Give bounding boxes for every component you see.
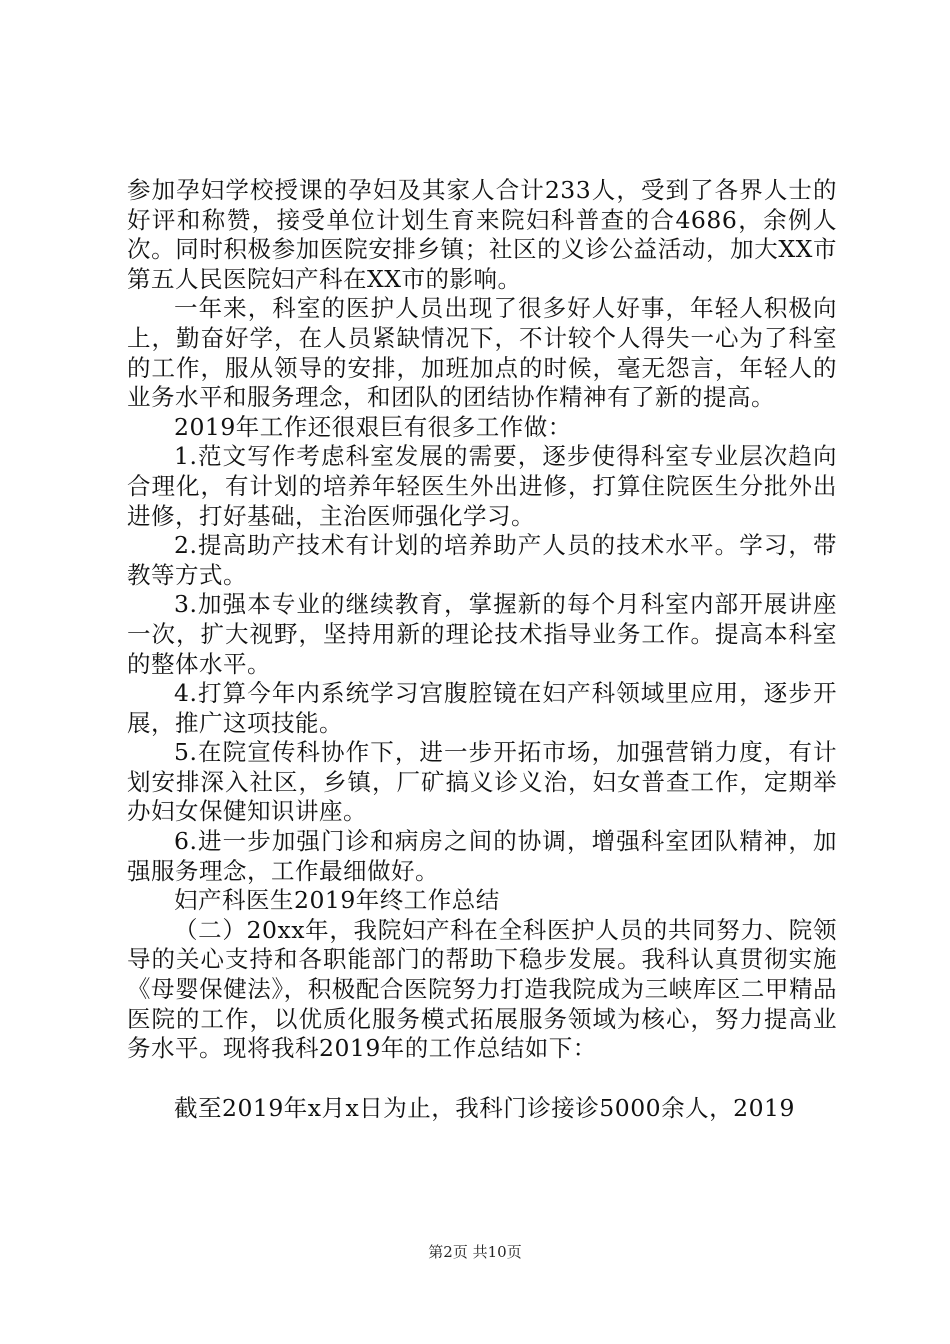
paragraph-statistics: 截至2019年x月x日为止，我科门诊接诊5000余人，2019 bbox=[174, 1093, 795, 1122]
list-item-plan-4: 4.打算今年内系统学习宫腹腔镜在妇产科领域里应用，逐步开展，推广这项技能。 bbox=[127, 679, 837, 737]
list-item-plan-5: 5.在院宣传科协作下，进一步开拓市场，加强营销力度，有计划安排深入社区，乡镇，厂矿搞义诊义治，妇女普查工作，定期举办妇女保健知识讲座。 bbox=[127, 738, 837, 826]
paragraph-staff-achievements: 一年来，科室的医护人员出现了很多好人好事，年轻人积极向上，勤奋好学，在人员紧缺情况下，不计较个人得失一心为了科室的工作，服从领导的安排，加班加点的时候，毫无怨言，年轻人的业务水平和服务理念，和团队的团结协作精神有了新的提高。 bbox=[127, 294, 837, 412]
document-body bbox=[127, 176, 837, 1123]
section-heading: 妇产科医生2019年终工作总结 bbox=[174, 886, 500, 915]
paragraph-2019-plan-intro: 2019年工作还很艰巨有很多工作做： bbox=[174, 412, 572, 441]
list-item-plan-3: 3.加强本专业的继续教育，掌握新的每个月科室内部开展讲座一次，扩大视野，坚持用新的理论技术指导业务工作。提高本科室的整体水平。 bbox=[127, 590, 837, 678]
list-item-plan-1: 1.范文写作考虑科室发展的需要，逐步使得科室专业层次趋向合理化，有计划的培养年轻医生外出进修，打算住院医生分批外出进修，打好基础，主治医师强化学习。 bbox=[127, 442, 837, 530]
list-item-plan-2: 2.提高助产技术有计划的培养助产人员的技术水平。学习，带教等方式。 bbox=[127, 531, 837, 589]
paragraph-summary-intro: （二）20xx年，我院妇产科在全科医护人员的共同努力、院领导的关心支持和各职能部门的帮助下稳步发展。我科认真贯彻实施《母婴保健法》，积极配合医院努力打造我院成为三峡库区二甲精品医院的工作，以优质化服务模式拓展服务领域为核心，努力提高业务水平。现将我科2019年的工作总结如下： bbox=[127, 915, 837, 1063]
list-item-plan-6: 6.进一步加强门诊和病房之间的协调，增强科室团队精神，加强服务理念，工作最细做好。 bbox=[127, 827, 837, 885]
page-number-footer: 第2页 共10页 bbox=[428, 1243, 522, 1261]
paragraph-continuation: 参加孕妇学校授课的孕妇及其家人合计233人，受到了各界人士的好评和称赞，接受单位计划生育来院妇科普查的合4686，余例人次。同时积极参加医院安排乡镇；社区的义诊公益活动，加大XX市第五人民医院妇产科在XX市的影响。 bbox=[127, 176, 837, 293]
